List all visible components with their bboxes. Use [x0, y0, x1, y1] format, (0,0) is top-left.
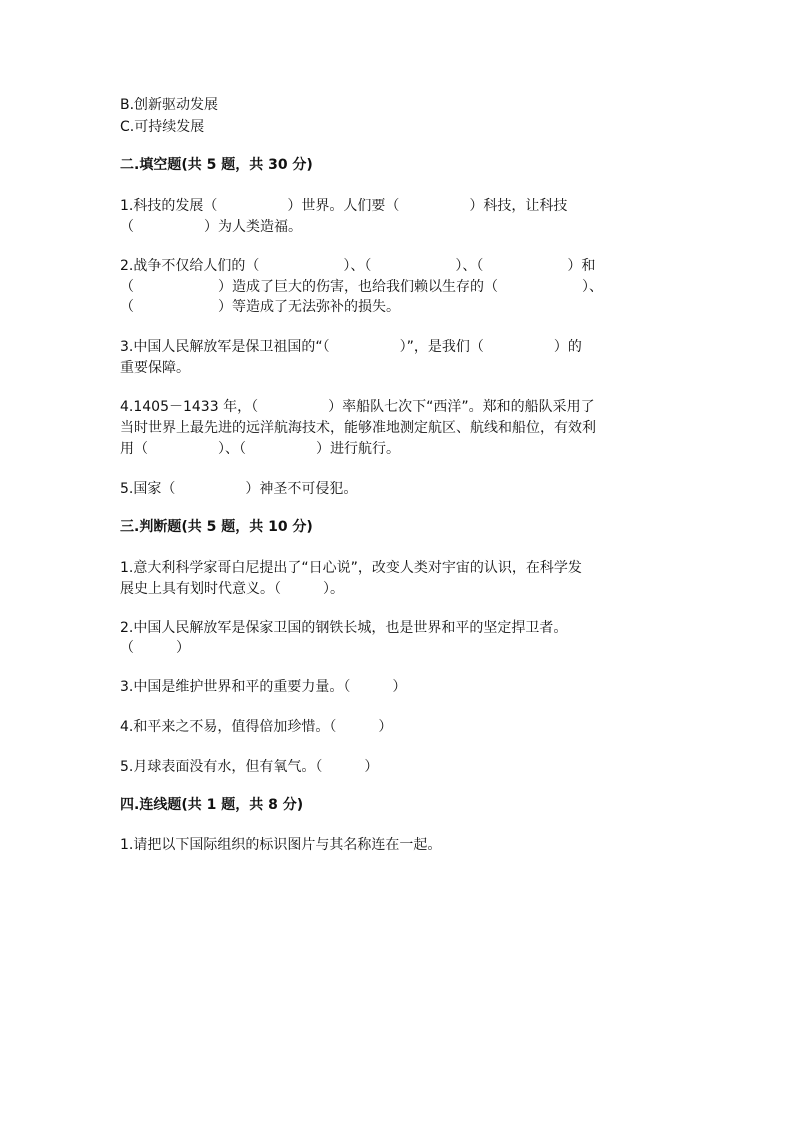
fill-q1-line1: 1.科技的发展（ ）世界。人们要（ ）科技，让科技: [120, 198, 568, 214]
option-b: B.创新驱动发展: [120, 97, 219, 113]
judge-q1-line2: 展史上具有划时代意义。（ ）。: [120, 581, 344, 597]
fill-q4-line1: 4.1405－1433 年，（ ）率船队七次下“西洋”。郑和的船队采用了: [120, 399, 595, 415]
fill-q5-line1: 5.国家（ ）神圣不可侵犯。: [120, 481, 358, 497]
judge-q2-line1: 2.中国人民解放军是保家卫国的钢铁长城，也是世界和平的坚定捍卫者。: [120, 620, 568, 636]
section-title-match: 四.连线题(共 1 题，共 8 分): [120, 797, 304, 813]
judge-q4-line1: 4.和平来之不易，值得倍加珍惜。（ ）: [120, 719, 393, 735]
judge-q1-line1: 1.意大利科学家哥白尼提出了“日心说”，改变人类对宇宙的认识，在科学发: [120, 560, 582, 576]
fill-q4-line2: 当时世界上最先进的远洋航海技术，能够准地测定航区、航线和船位，有效利: [120, 420, 596, 436]
fill-q2-line1: 2.战争不仅给人们的（ ）、（ ）、（ ）和: [120, 258, 596, 274]
match-q1-line1: 1.请把以下国际组织的标识图片与其名称连在一起。: [120, 837, 442, 853]
fill-q3-line2: 重要保障。: [120, 360, 190, 376]
section-title-judge: 三.判断题(共 5 题，共 10 分): [120, 519, 313, 535]
fill-q3-line1: 3.中国人民解放军是保卫祖国的“（ ）”，是我们（ ）的: [120, 339, 582, 355]
fill-q1-line2: （ ）为人类造福。: [120, 219, 302, 235]
section-title-fill: 二.填空题(共 5 题，共 30 分): [120, 157, 313, 173]
judge-q3-line1: 3.中国是维护世界和平的重要力量。（ ）: [120, 679, 407, 695]
option-c: C.可持续发展: [120, 119, 205, 135]
judge-q2-line2: （ ）: [120, 640, 190, 656]
fill-q2-line3: （ ）等造成了无法弥补的损失。: [120, 299, 400, 315]
fill-q2-line2: （ ）造成了巨大的伤害，也给我们赖以生存的（ ）、: [120, 279, 603, 295]
judge-q5-line1: 5.月球表面没有水，但有氧气。（ ）: [120, 759, 379, 775]
fill-q4-line3: 用（ ）、（ ）进行航行。: [120, 441, 400, 457]
